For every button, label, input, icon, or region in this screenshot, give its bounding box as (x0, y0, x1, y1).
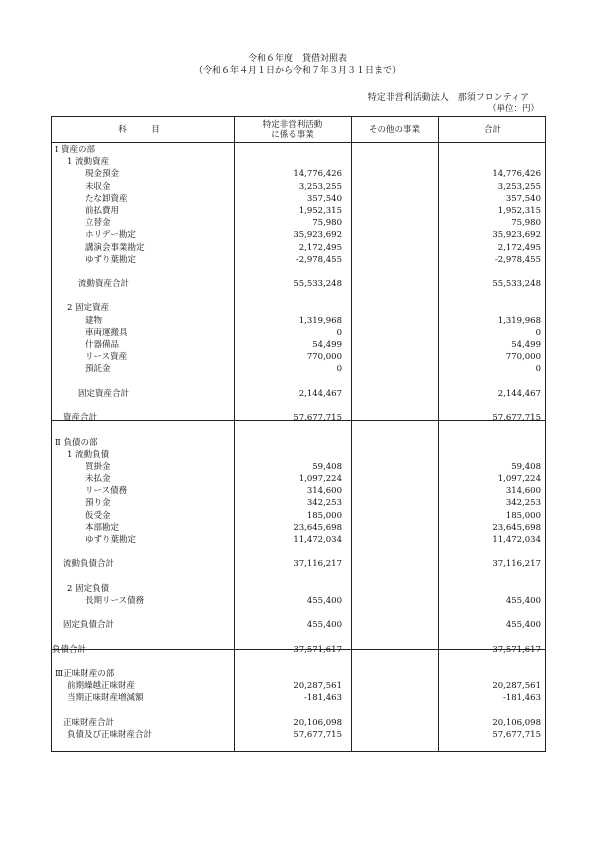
total-amount: 1,319,968 (497, 315, 541, 326)
total-amount: -181,463 (502, 693, 541, 704)
table-row (52, 351, 547, 363)
total-amount: 75,980 (511, 218, 541, 229)
total-amount: 35,923,692 (492, 230, 541, 241)
row-label: 長期リース債務 (85, 595, 145, 606)
total-amount: 14,776,426 (492, 169, 541, 180)
total-amount: 0 (535, 364, 541, 375)
table-row (52, 692, 547, 704)
header-subject: 科 目 (118, 124, 168, 135)
table-row (52, 510, 547, 522)
npo-amount: 55,533,248 (293, 279, 342, 290)
npo-amount: 57,677,715 (293, 413, 342, 424)
header-npo-business: 特定非営利活動 に係る事業 (262, 119, 323, 140)
row-label: 2 固定負債 (67, 583, 110, 594)
npo-amount: 20,106,098 (293, 717, 342, 728)
table-row (52, 278, 547, 290)
table-row (52, 339, 547, 351)
table-row (52, 449, 547, 461)
npo-amount: 770,000 (306, 352, 342, 363)
row-label: ホリデー勘定 (85, 230, 136, 241)
total-amount: 57,677,715 (492, 730, 541, 740)
table-row (52, 156, 547, 168)
row-label: 本部勘定 (85, 522, 120, 533)
table-row (52, 607, 547, 619)
table-row (52, 558, 547, 570)
table-row (52, 388, 547, 400)
npo-amount: 35,923,692 (293, 230, 342, 241)
total-amount: 0 (535, 327, 541, 338)
table-row (52, 485, 547, 497)
total-amount: 55,533,248 (492, 279, 541, 290)
table-row (52, 229, 547, 241)
npo-amount: 1,319,968 (298, 315, 342, 326)
npo-amount: 2,172,495 (298, 242, 342, 253)
total-amount: 2,144,467 (497, 388, 541, 399)
balance-sheet-table (51, 116, 546, 752)
table-row (52, 266, 547, 278)
npo-amount: 54,499 (312, 340, 342, 350)
table-row (52, 619, 547, 631)
npo-amount: 20,287,561 (293, 681, 342, 692)
table-row (52, 242, 547, 254)
table-row (52, 473, 547, 485)
table-row (52, 668, 547, 680)
table-row (52, 729, 547, 741)
table-row (52, 522, 547, 534)
row-label: 固定負債合計 (63, 620, 115, 631)
table-row (52, 595, 547, 607)
row-label: 未収金 (85, 181, 111, 192)
header-other-business: その他の事業 (368, 124, 420, 135)
total-amount: 342,253 (505, 498, 541, 509)
table-row (52, 193, 547, 205)
table-row (52, 168, 547, 180)
table-row (52, 424, 547, 436)
npo-amount: 59,408 (312, 461, 342, 472)
npo-amount: 37,571,617 (293, 644, 342, 655)
row-label: 流動負債合計 (63, 559, 115, 570)
npo-amount: 185,000 (306, 510, 342, 521)
npo-amount: 3,253,255 (298, 181, 342, 192)
row-label: 預託金 (85, 364, 111, 375)
table-row (52, 315, 547, 327)
table-row (52, 144, 547, 156)
total-amount: 37,571,617 (492, 644, 541, 655)
row-label: Ⅰ 資産の部 (55, 145, 96, 155)
npo-amount: 342,253 (306, 498, 342, 509)
npo-amount: 357,540 (306, 193, 342, 204)
table-row (52, 680, 547, 692)
row-label: 2 固定資産 (67, 303, 110, 314)
table-row (52, 181, 547, 193)
unit-label: （単位：円） (487, 104, 539, 114)
total-amount: 1,952,315 (497, 205, 541, 216)
organization-name: 特定非営利活動法人 那須フロンティア (367, 93, 529, 103)
total-amount: 11,472,034 (492, 535, 541, 545)
total-amount: 185,000 (505, 510, 541, 521)
npo-amount: 2,144,467 (298, 388, 342, 399)
table-row (52, 705, 547, 717)
row-label: 負債及び正味財産合計 (67, 730, 153, 740)
row-label: 前払費用 (85, 205, 120, 216)
row-label: たな卸資産 (85, 193, 128, 204)
table-row (52, 205, 547, 217)
row-label: Ⅱ 負債の部 (55, 437, 98, 448)
document-title: 令和６年度 貸借対照表 (247, 54, 347, 64)
table-row (52, 400, 547, 412)
row-label: 流動資産合計 (78, 279, 130, 290)
npo-amount: 75,980 (312, 218, 342, 229)
table-row (52, 217, 547, 229)
npo-amount: 455,400 (306, 595, 342, 606)
row-label: 資産合計 (63, 413, 98, 424)
total-amount: 3,253,255 (497, 181, 541, 192)
table-row (52, 571, 547, 583)
npo-amount: 1,097,224 (298, 474, 342, 485)
table-row (52, 534, 547, 546)
row-label: 預り金 (85, 498, 111, 509)
total-amount: -2,978,455 (494, 254, 541, 265)
total-amount: 357,540 (505, 193, 541, 204)
document-period: （令和６年４月１日から令和７年３月３１日まで） (193, 66, 401, 76)
total-amount: 59,408 (511, 461, 541, 472)
total-amount: 1,097,224 (497, 474, 541, 485)
row-label: 立替金 (85, 218, 111, 229)
row-label: 建物 (85, 315, 103, 326)
npo-amount: 0 (336, 327, 342, 338)
table-row (52, 254, 547, 266)
total-amount: 37,116,217 (492, 559, 541, 570)
row-label: 前期繰越正味財産 (67, 681, 136, 692)
row-label: 車両運搬具 (85, 327, 128, 338)
table-row (52, 656, 547, 668)
total-amount: 455,400 (505, 595, 541, 606)
total-amount: 54,499 (511, 340, 541, 350)
table-row (52, 546, 547, 558)
total-amount: 2,172,495 (497, 242, 541, 253)
row-label: 固定資産合計 (78, 388, 130, 399)
total-amount: 23,645,698 (492, 522, 541, 533)
npo-amount: 57,677,715 (293, 730, 342, 740)
table-row (52, 376, 547, 388)
table-row (52, 583, 547, 595)
table-row (52, 644, 547, 656)
total-amount: 20,106,098 (492, 717, 541, 728)
table-row (52, 302, 547, 314)
table-row (52, 327, 547, 339)
row-label: リース債務 (85, 486, 128, 497)
row-label: 正味財産合計 (63, 717, 115, 728)
table-row (52, 717, 547, 729)
table-row (52, 497, 547, 509)
total-amount: 770,000 (505, 352, 541, 363)
row-label: Ⅲ正味財産の部 (55, 669, 115, 680)
row-label: 什器備品 (85, 340, 120, 350)
npo-amount: 1,952,315 (298, 205, 342, 216)
header-divider (52, 142, 545, 143)
row-label: リース資産 (85, 352, 128, 363)
npo-amount: -181,463 (303, 693, 342, 704)
row-label: 講演会事業勘定 (85, 242, 145, 253)
total-amount: 57,677,715 (492, 413, 541, 424)
npo-amount: 23,645,698 (293, 522, 342, 533)
row-label: 負債合計 (52, 644, 87, 655)
npo-amount: 455,400 (306, 620, 342, 631)
table-row (52, 632, 547, 644)
row-label: 1 流動負債 (67, 449, 110, 460)
table-row (52, 290, 547, 302)
total-amount: 20,287,561 (492, 681, 541, 692)
npo-amount: -2,978,455 (295, 254, 342, 265)
table-row (52, 461, 547, 473)
row-label: 未払金 (85, 474, 111, 485)
row-label: ゆずり葉勘定 (85, 535, 137, 545)
npo-amount: 314,600 (306, 486, 342, 497)
npo-amount: 14,776,426 (293, 169, 342, 180)
row-label: ゆずり葉勘定 (85, 254, 137, 265)
row-label: 仮受金 (85, 510, 111, 521)
total-amount: 314,600 (505, 486, 541, 497)
row-label: 現金預金 (85, 169, 120, 180)
table-body (52, 144, 547, 741)
total-amount: 455,400 (505, 620, 541, 631)
table-row (52, 437, 547, 449)
table-row (52, 412, 547, 424)
row-label: 当期正味財産増減額 (67, 693, 144, 704)
table-row (52, 363, 547, 375)
npo-amount: 11,472,034 (293, 535, 342, 545)
row-label: 1 流動資産 (67, 157, 110, 168)
npo-amount: 0 (336, 364, 342, 375)
header-total: 合計 (483, 124, 501, 135)
npo-amount: 37,116,217 (293, 559, 342, 570)
row-label: 買掛金 (85, 461, 111, 472)
